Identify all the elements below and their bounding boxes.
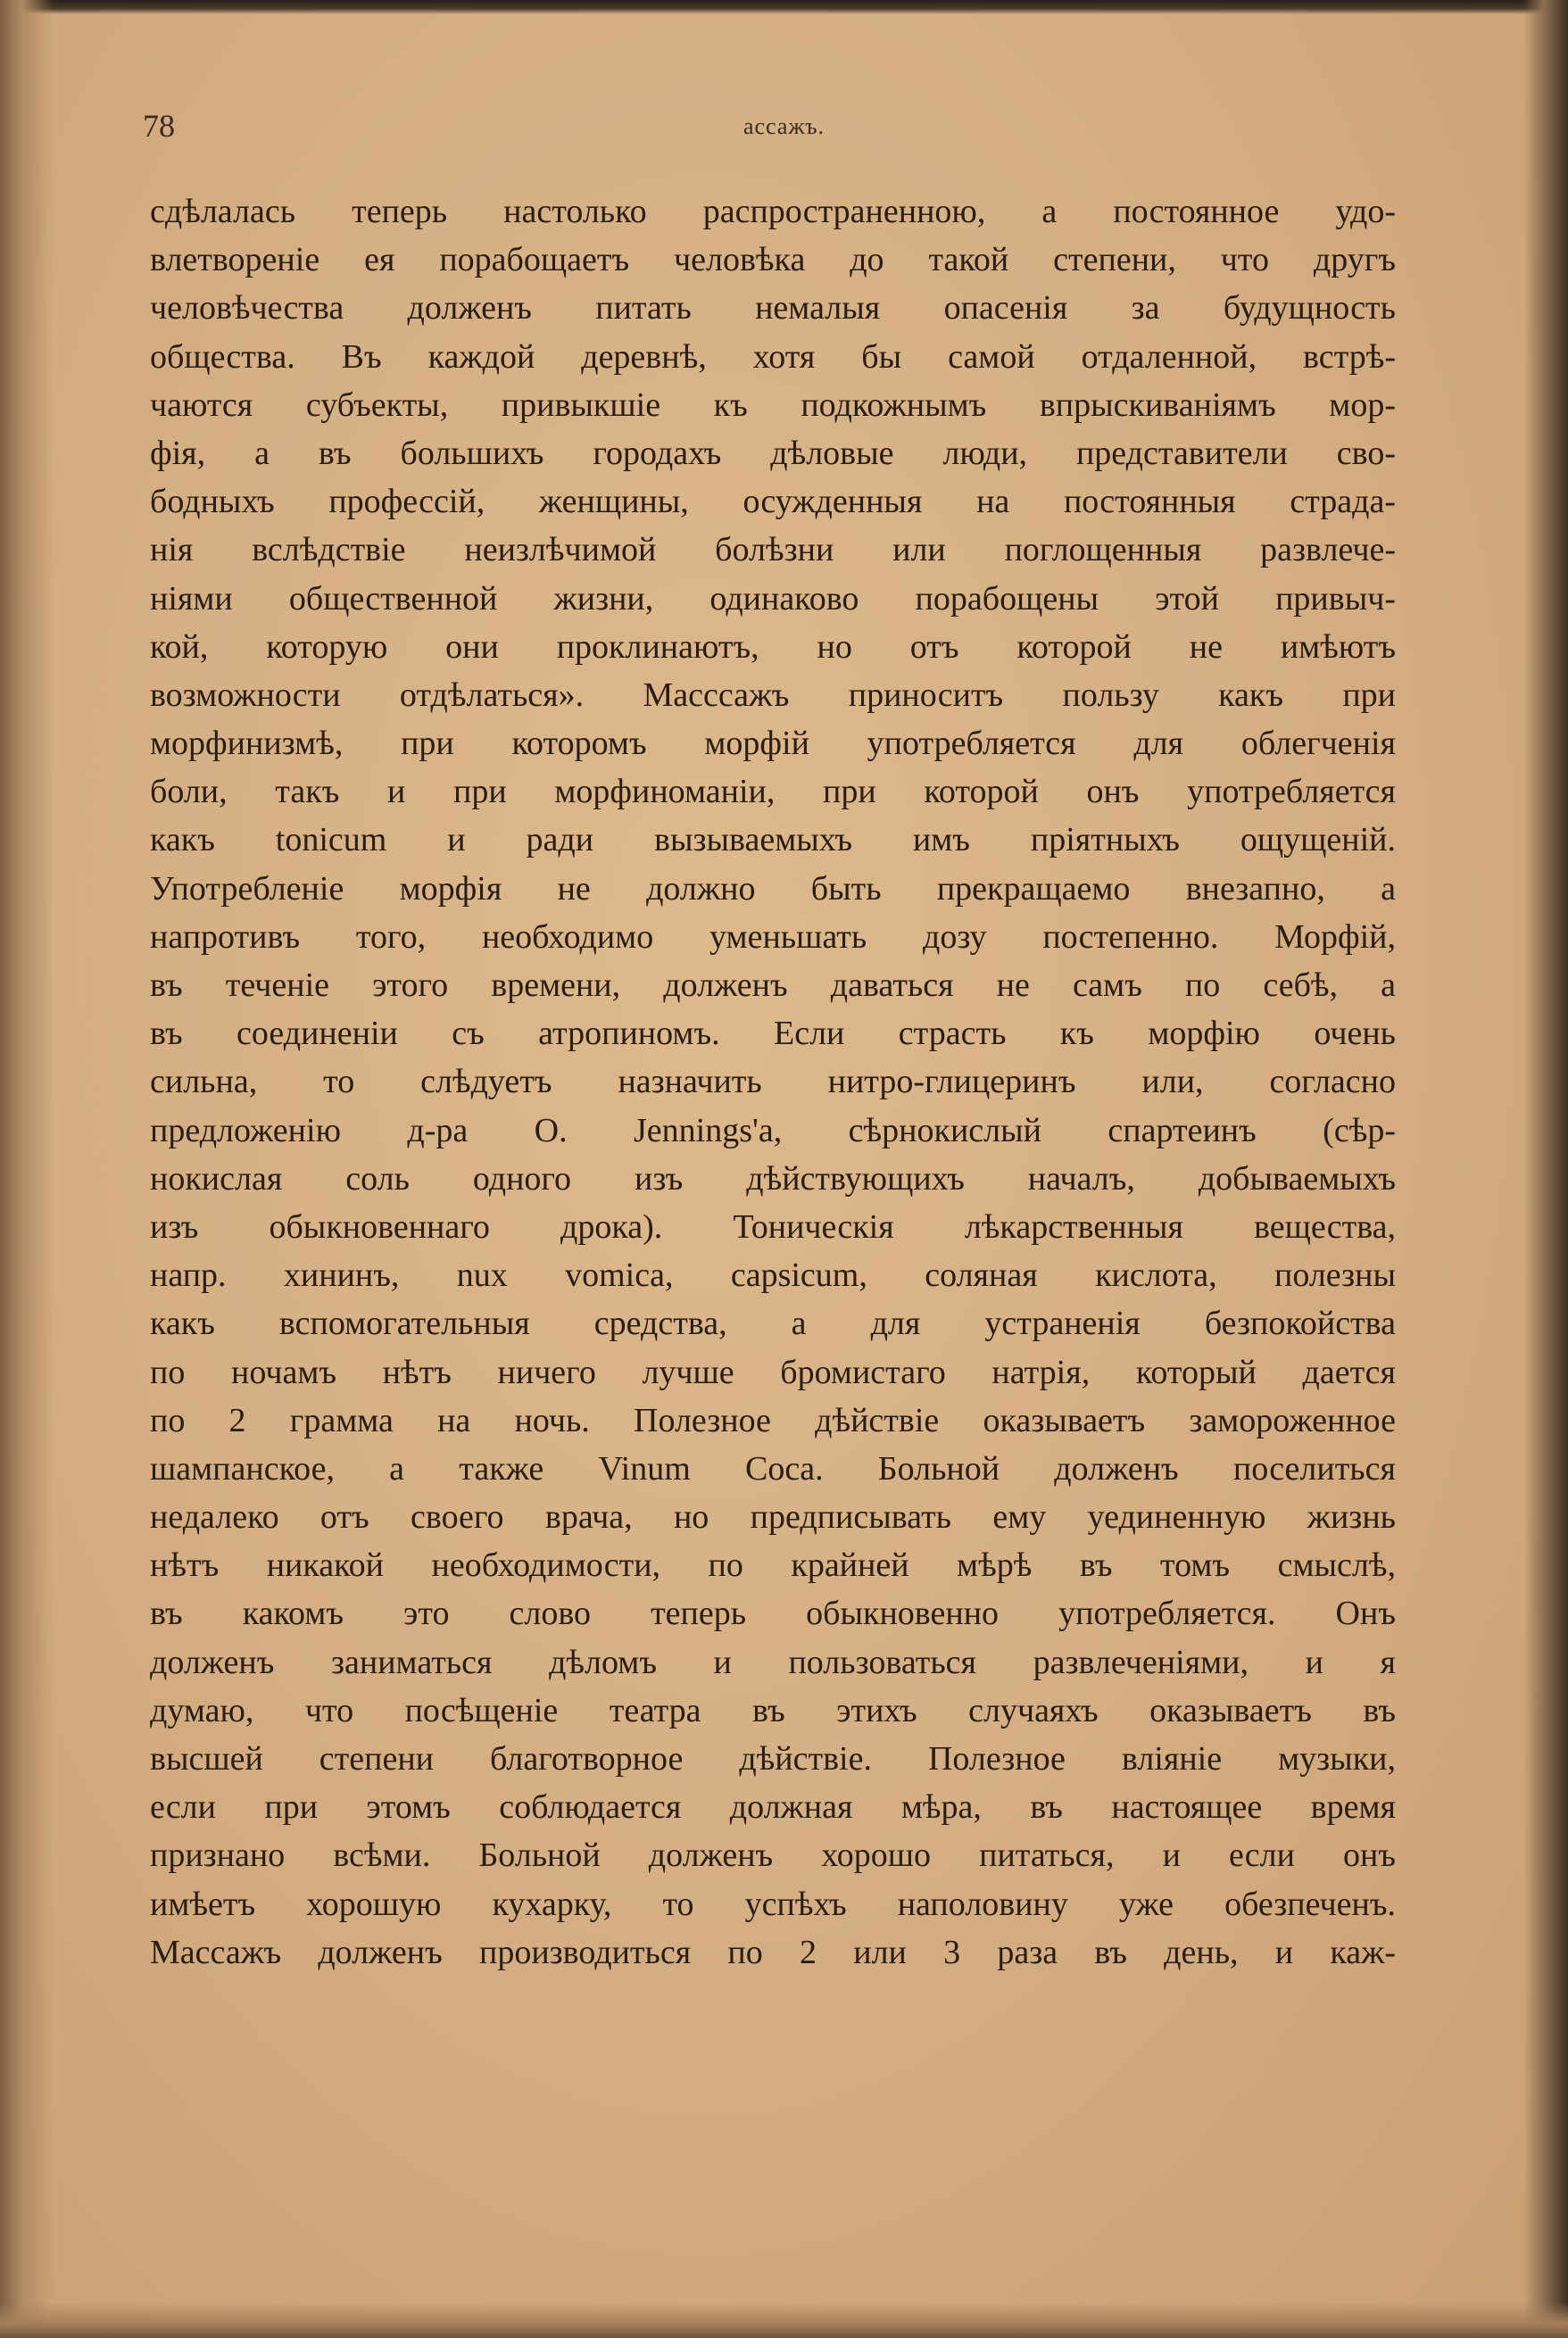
text-line: Массажъ долженъ производиться по 2 или 3 раза въ день, и каж-: [150, 1933, 1396, 1971]
text-line: если при этомъ соблюдается должная мѣра, въ настоящее время: [150, 1788, 1396, 1827]
text-line: предложенію д-ра O. Jennings'a, сѣрнокислый спартеинъ (сѣр-: [150, 1111, 1396, 1149]
text-line: долженъ заниматься дѣломъ и пользоваться развлеченіями, и я: [150, 1643, 1396, 1681]
text-line: по 2 грамма на ночь. Полезное дѣйствіе оказываетъ замороженное: [150, 1401, 1396, 1439]
text-line: имѣетъ хорошую кухарку, то успѣхъ наполовину уже обезпеченъ.: [150, 1885, 1396, 1923]
text-line: въ какомъ это слово теперь обыкновенно употребляется. Онъ: [150, 1595, 1396, 1633]
text-line: какъ вспомогательныя средства, а для устраненія безпокойства: [150, 1305, 1396, 1343]
text-line: сильна, то слѣдуетъ назначить нитро-глицеринъ или, согласно: [150, 1063, 1396, 1101]
text-line: недалеко отъ своего врача, но предписывать ему уединенную жизнь: [150, 1498, 1396, 1537]
text-line: боли, такъ и при морфиноманіи, при которой онъ употребляется: [150, 773, 1396, 811]
page-bottom-edge: [0, 2302, 1568, 2338]
text-line: возможности отдѣлаться». Масссажъ приноситъ пользу какъ при: [150, 676, 1396, 714]
text-line: шампанское, а также Vinum Coca. Больной долженъ поселиться: [150, 1449, 1396, 1488]
text-line: въ теченіе этого времени, долженъ даваться не самъ по себѣ, а: [150, 966, 1396, 1004]
text-line: признано всѣми. Больной долженъ хорошо питаться, и если онъ: [150, 1836, 1396, 1875]
text-line: по ночамъ нѣтъ ничего лучше бромистаго натрія, который дается: [150, 1353, 1396, 1391]
text-line: влетвореніе ея порабощаетъ человѣка до такой степени, что другъ: [150, 241, 1396, 279]
text-line: общества. Въ каждой деревнѣ, хотя бы самой отдаленной, встрѣ-: [150, 337, 1396, 376]
text-line: какъ tonicum и ради вызываемыхъ имъ пріятныхъ ощущеній.: [150, 821, 1396, 859]
text-line: бодныхъ профессій, женщины, осужденныя на постоянныя страда-: [150, 483, 1396, 521]
text-line: напр. хининъ, nux vomica, capsicum, соляная кислота, полезны: [150, 1256, 1396, 1295]
text-line: человѣчества долженъ питать немалыя опасенія за будущность: [150, 289, 1396, 327]
text-line: сдѣлалась теперь настолько распространенною, а постоянное удо-: [150, 193, 1396, 230]
text-line: Употребленіе морфія не должно быть прекращаемо внезапно, а: [150, 869, 1396, 908]
page-right-edge: [1523, 0, 1568, 2338]
text-line: нѣтъ никакой необходимости, по крайней мѣрѣ въ томъ смыслѣ,: [150, 1546, 1396, 1585]
text-line: напротивъ того, необходимо уменьшать дозу постепенно. Морфій,: [150, 917, 1396, 956]
body-text: [150, 187, 1396, 1977]
text-line: кой, которую они проклинаютъ, но отъ которой не имѣютъ: [150, 627, 1396, 666]
text-line: въ соединеніи съ атропиномъ. Если страсть къ морфію очень: [150, 1015, 1396, 1053]
page-left-edge: [0, 0, 54, 2338]
text-line: ніями общественной жизни, одинаково порабощены этой привыч-: [150, 579, 1396, 618]
page-top-edge: [0, 0, 1568, 14]
text-line: изъ обыкновеннаго дрока). Тоническія лѣкарственныя вещества,: [150, 1207, 1396, 1246]
text-line: нія вслѣдствіе неизлѣчимой болѣзни или поглощенныя развлече-: [150, 531, 1396, 569]
text-line: думаю, что посѣщеніе театра въ этихъ случаяхъ оказываетъ въ: [150, 1691, 1396, 1729]
text-line: нокислая соль одного изъ дѣйствующихъ началъ, добываемыхъ: [150, 1159, 1396, 1198]
text-line: чаются субъекты, привыкшіе къ подкожнымъ впрыскиваніямъ мор-: [150, 386, 1396, 424]
text-line: морфинизмѣ, при которомъ морфій употребляется для облегченія: [150, 725, 1396, 763]
text-line: высшей степени благотворное дѣйствіе. Полезное вліяніе музыки,: [150, 1740, 1396, 1778]
running-head: ассажъ.: [743, 113, 825, 139]
page-number: 78: [143, 108, 175, 144]
text-line: фія, а въ большихъ городахъ дѣловые люди, представители сво-: [150, 434, 1396, 472]
